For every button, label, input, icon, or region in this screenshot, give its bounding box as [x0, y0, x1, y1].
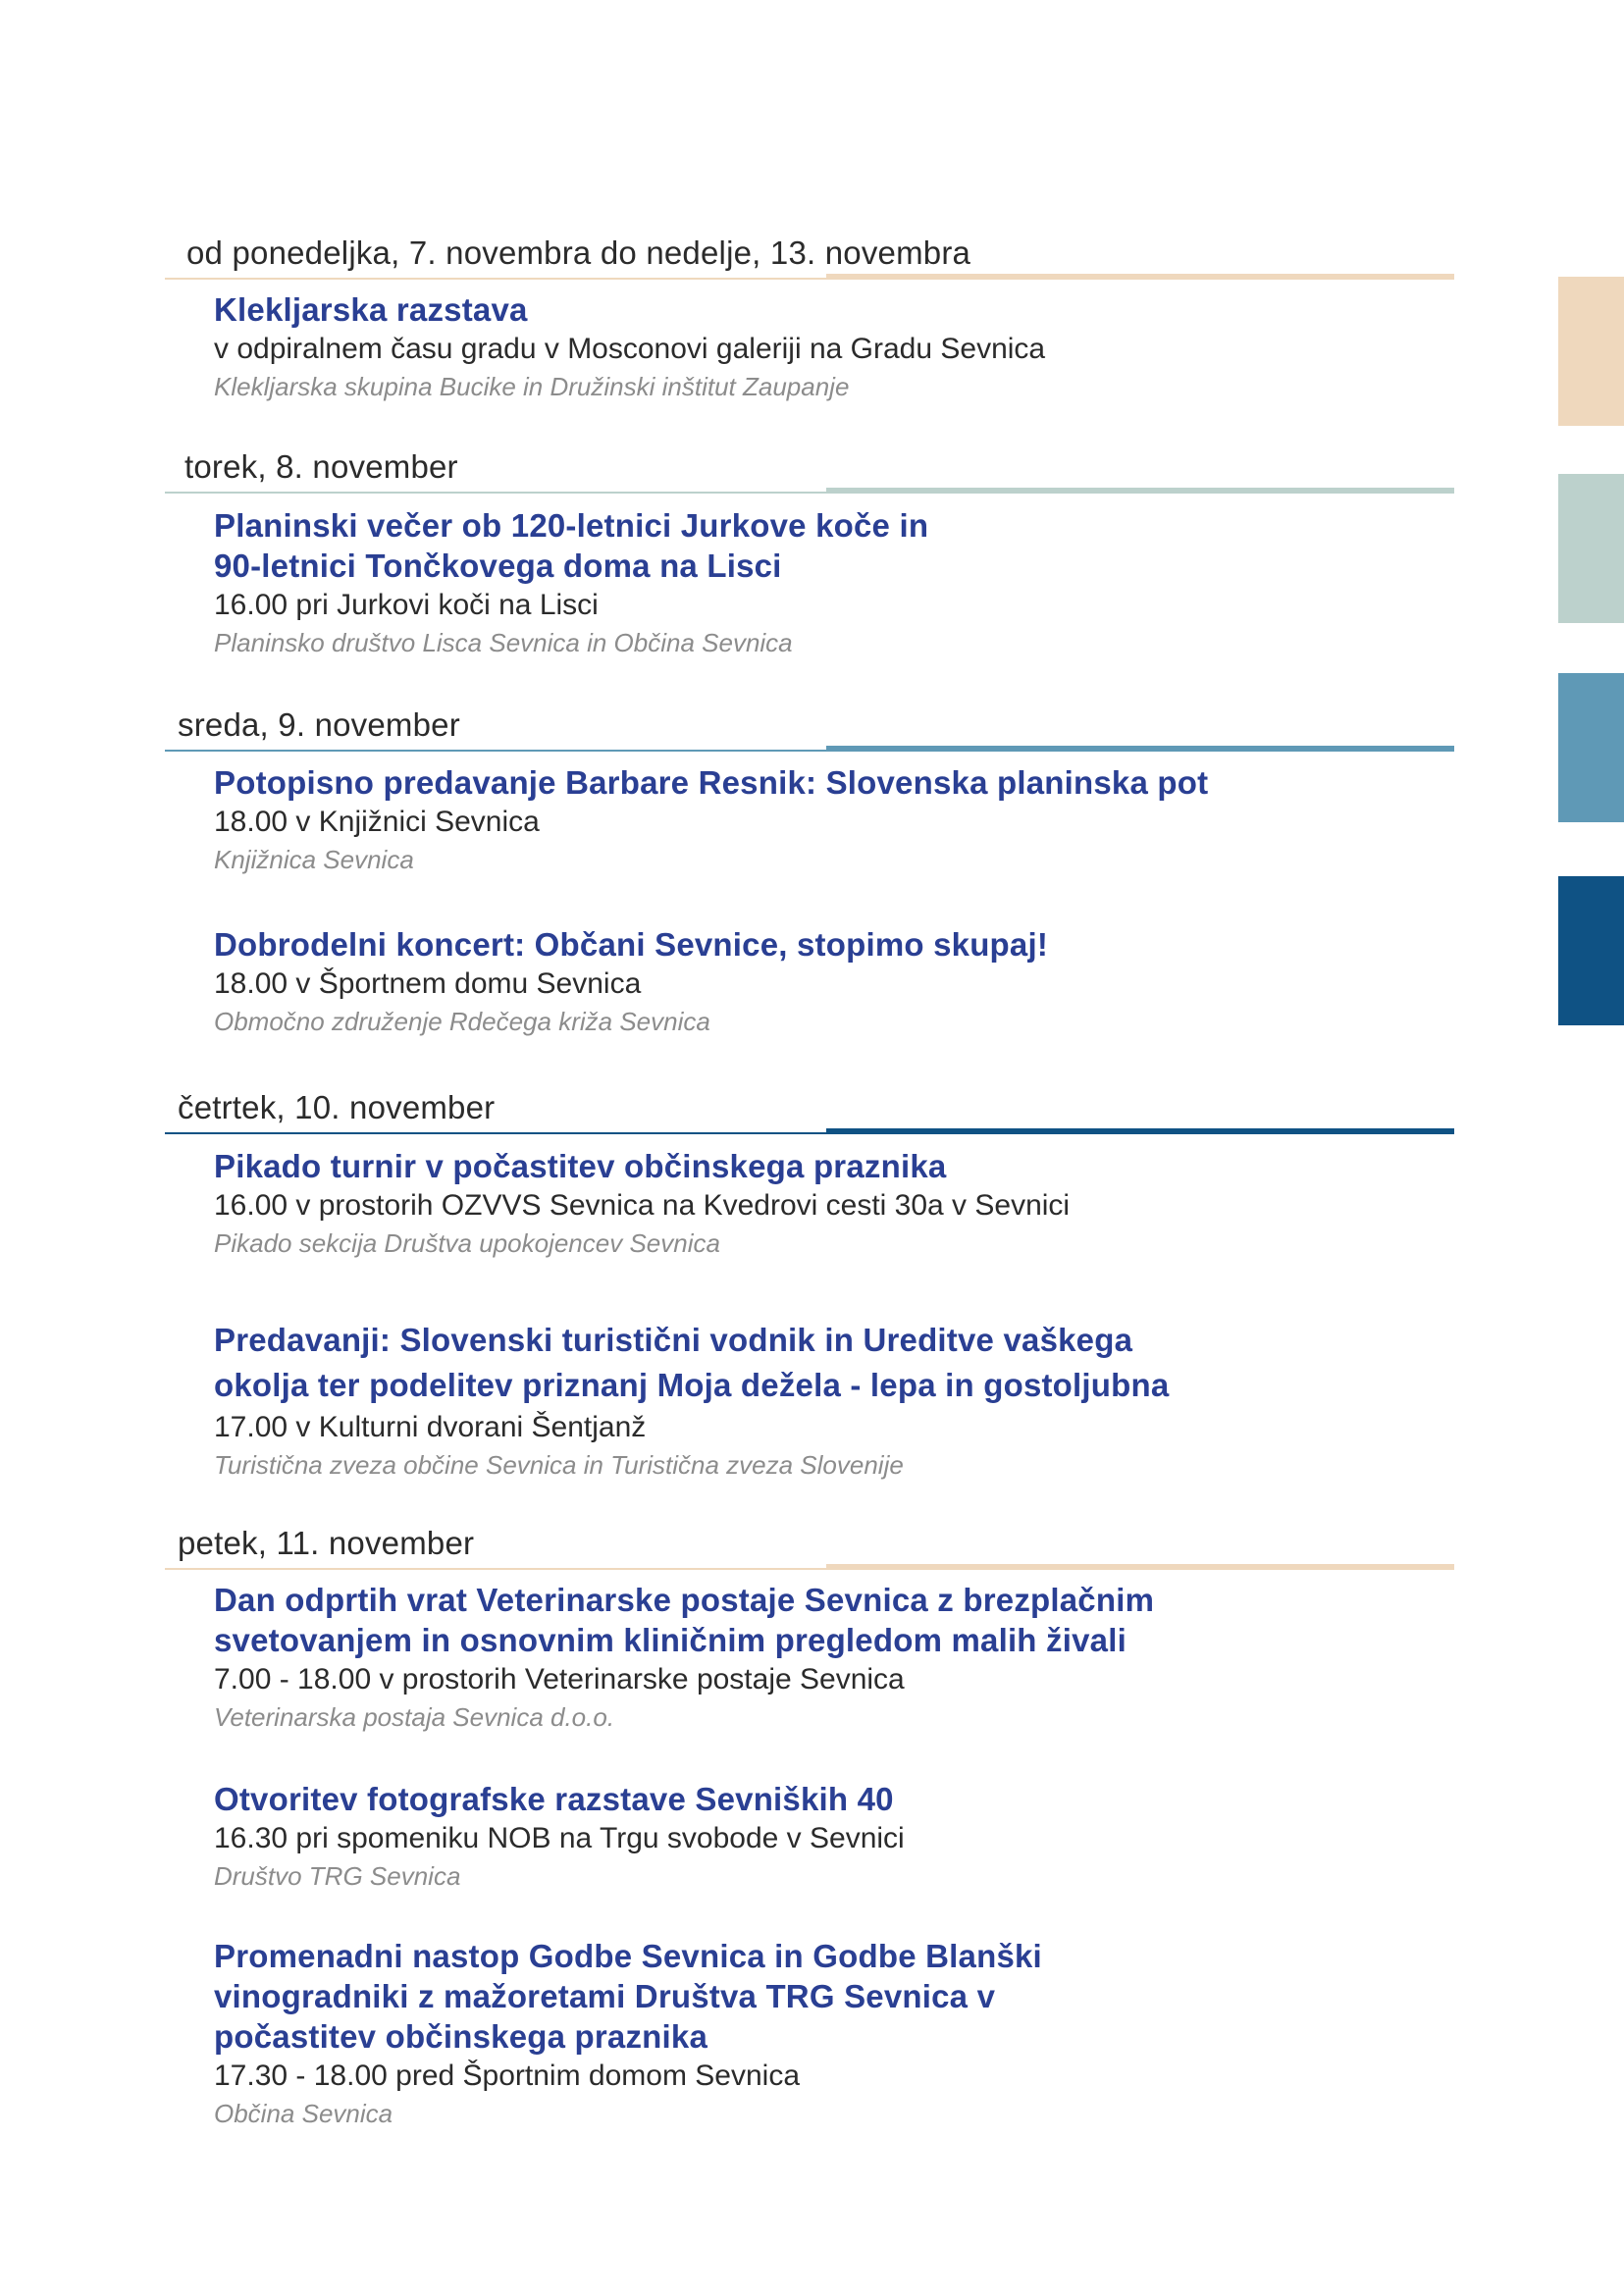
side-tab-sage — [1558, 474, 1624, 623]
event-item — [214, 505, 1391, 660]
day-header-friday — [165, 1511, 1454, 1570]
day-label: četrtek, 10. november — [178, 1089, 496, 1125]
event-organizer: Planinsko društvo Lisca Sevnica in Občina Sevnica — [214, 628, 793, 657]
day-rule — [165, 492, 827, 494]
day-rule-accent — [826, 746, 1454, 752]
event-title — [214, 1318, 1391, 1408]
event-organizer: Klekljarska skupina Bucike in Družinski inštitut Zaupanje — [214, 372, 850, 401]
day-rule — [165, 750, 827, 752]
event-title-line: vinogradniki z mažoretami Društva TRG Sevnica v — [214, 1978, 996, 2014]
event-title-line: Potopisno predavanje Barbare Resnik: Slovenska planinska pot — [214, 764, 1209, 801]
event-organizer: Občina Sevnica — [214, 2099, 393, 2128]
event-title-line: Pikado turnir v počastitev občinskega praznika — [214, 1148, 947, 1184]
event-organizer: Društvo TRG Sevnica — [214, 1861, 461, 1891]
event-time-place: 18.00 v Športnem domu Sevnica — [214, 967, 642, 1000]
event-organizer: Območno združenje Rdečega križa Sevnica — [214, 1007, 710, 1036]
day-header-tuesday — [165, 435, 1454, 494]
event-item — [214, 1318, 1391, 1483]
event-title — [214, 924, 1391, 965]
event-title-line: počastitev občinskega praznika — [214, 2018, 708, 2055]
event-title — [214, 289, 1391, 330]
event-title-line: Predavanji: Slovenski turistični vodnik in Ureditve vaškega — [214, 1322, 1133, 1358]
event-time-place: 17.00 v Kulturni dvorani Šentjanž — [214, 1411, 647, 1443]
day-rule — [165, 278, 827, 280]
event-title-line: svetovanjem in osnovnim kliničnim pregledom malih živali — [214, 1622, 1126, 1658]
event-organizer: Knjižnica Sevnica — [214, 845, 414, 874]
day-header-week — [165, 221, 1454, 280]
event-title-line: 90-letnici Tončkovega doma na Lisci — [214, 548, 782, 584]
event-title — [214, 1936, 1391, 2057]
event-title-line: Otvoritev fotografske razstave Sevniških 40 — [214, 1781, 894, 1817]
event-organizer: Veterinarska postaja Sevnica d.o.o. — [214, 1702, 615, 1732]
event-title-line: Dan odprtih vrat Veterinarske postaje Sevnica z brezplačnim — [214, 1582, 1155, 1618]
event-item — [214, 1779, 1391, 1894]
event-item — [214, 1936, 1391, 2131]
day-header-thursday — [165, 1075, 1454, 1134]
side-tab-navy — [1558, 876, 1624, 1025]
event-time-place: 16.00 pri Jurkovi koči na Lisci — [214, 589, 599, 621]
event-organizer: Pikado sekcija Društva upokojencev Sevnica — [214, 1228, 720, 1258]
day-rule — [165, 1568, 827, 1570]
event-item — [214, 289, 1391, 404]
event-item — [214, 762, 1391, 877]
event-title-line: Planinski večer ob 120-letnici Jurkove koče in — [214, 507, 929, 544]
day-rule — [165, 1132, 827, 1134]
event-item — [214, 1146, 1391, 1261]
event-item — [214, 924, 1391, 1039]
day-label: od ponedeljka, 7. novembra do nedelje, 13. novembra — [186, 235, 971, 271]
event-title-line: Promenadni nastop Godbe Sevnica in Godbe Blanški — [214, 1938, 1042, 1974]
event-time-place: v odpiralnem času gradu v Mosconovi galeriji na Gradu Sevnica — [214, 333, 1046, 365]
day-label: petek, 11. november — [178, 1525, 475, 1561]
event-title-line: Klekljarska razstava — [214, 291, 528, 328]
event-title-line: Dobrodelni koncert: Občani Sevnice, stopimo skupaj! — [214, 926, 1049, 963]
event-time-place: 18.00 v Knjižnici Sevnica — [214, 806, 540, 838]
side-tab-steel — [1558, 673, 1624, 822]
day-label: sreda, 9. november — [178, 706, 460, 743]
day-rule-accent — [826, 1564, 1454, 1570]
day-header-wednesday — [165, 693, 1454, 752]
event-title — [214, 1580, 1391, 1660]
event-time-place: 16.30 pri spomeniku NOB na Trgu svobode v Sevnici — [214, 1822, 905, 1854]
side-tab-beige — [1558, 277, 1624, 426]
event-title — [214, 1779, 1391, 1819]
event-item — [214, 1580, 1391, 1735]
event-time-place: 16.00 v prostorih OZVVS Sevnica na Kvedrovi cesti 30a v Sevnici — [214, 1189, 1071, 1222]
event-time-place: 7.00 - 18.00 v prostorih Veterinarske postaje Sevnica — [214, 1663, 905, 1695]
event-time-place: 17.30 - 18.00 pred Športnim domom Sevnica — [214, 2060, 800, 2092]
event-organizer: Turistična zveza občine Sevnica in Turistična zveza Slovenije — [214, 1450, 904, 1480]
day-rule-accent — [826, 1128, 1454, 1134]
day-label: torek, 8. november — [184, 448, 458, 485]
day-rule-accent — [826, 274, 1454, 280]
event-title — [214, 762, 1391, 803]
day-rule-accent — [826, 488, 1454, 494]
event-title — [214, 1146, 1391, 1186]
event-title-line: okolja ter podelitev priznanj Moja dežela - lepa in gostoljubna — [214, 1367, 1170, 1403]
event-title — [214, 505, 1391, 586]
